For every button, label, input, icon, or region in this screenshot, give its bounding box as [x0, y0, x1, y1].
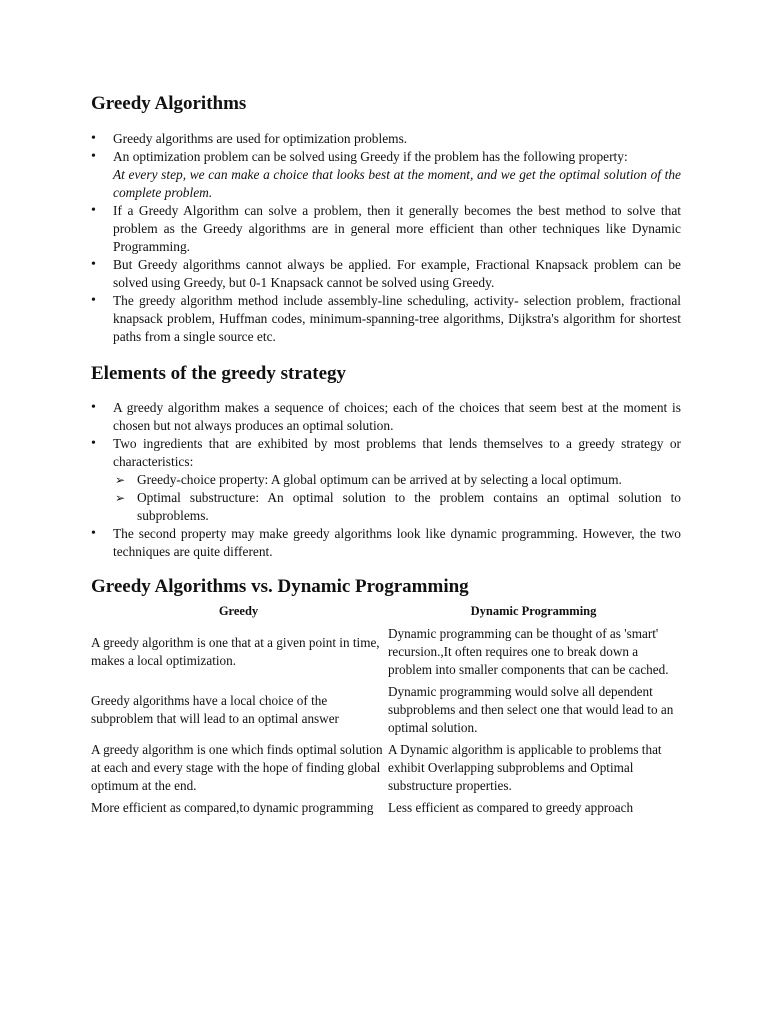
- list-item: • Two ingredients that are exhibited by most problems that lends themselves to a greedy strategy or characteristics: ➢ Greedy-choice property: A global optimum can be arrived at by selecting a local optimum. ➢ Optimal substructure: An optimal solution to the problem contains an optimal solution to subproblems.: [91, 435, 681, 525]
- table-row: [91, 623, 681, 681]
- list-item: • If a Greedy Algorithm can solve a problem, then it generally becomes the best method to solve that problem as the Greedy algorithms are in general more efficient than other techniques like Dynamic Programming.: [91, 202, 681, 256]
- comparison-table: [91, 603, 681, 819]
- sub-list-item: ➢ Optimal substructure: An optimal solution to the problem contains an optimal solution to subproblems.: [113, 489, 681, 525]
- section-title-greedy-vs-dp: Greedy Algorithms vs. Dynamic Programming: [91, 576, 469, 597]
- column-header-greedy: Greedy: [218, 604, 259, 618]
- list-item: • An optimization problem can be solved using Greedy if the problem has the following property: At every step, we can make a choice that looks best at the moment, and we get the optimal solution of the complete problem.: [91, 148, 681, 202]
- list-item: • Greedy algorithms are used for optimization problems.: [91, 130, 681, 148]
- table-cell: A greedy algorithm is one that at a given point in time, makes a local optimization.: [91, 635, 380, 668]
- column-header-dynamic-programming: Dynamic Programming: [470, 604, 597, 618]
- property-note: At every step, we can make a choice that looks best at the moment, and we get the optimal solution of the complete problem.: [113, 167, 681, 200]
- table-cell: Less efficient as compared to greedy approach: [388, 800, 634, 815]
- section-title-elements-greedy-strategy: Elements of the greedy strategy: [91, 363, 347, 384]
- greedy-strategy-list: [91, 399, 681, 561]
- table-cell: A greedy algorithm is one which finds optimal solution at each and every stage with the hope of finding global optimum at the end.: [91, 742, 383, 793]
- document-page: [91, 92, 681, 819]
- greedy-algorithms-list: [91, 130, 681, 346]
- table-cell: Greedy algorithms have a local choice of the subproblem that will lead to an optimal answer: [91, 693, 339, 726]
- characteristics-sublist: [113, 471, 681, 525]
- section-title-greedy-algorithms: Greedy Algorithms: [91, 93, 247, 114]
- list-item: • The greedy algorithm method include assembly-line scheduling, activity- selection problem, fractional knapsack problem, Huffman codes, minimum-spanning-tree algorithms, Dijkstra's algorithm for shortest paths from a single source etc.: [91, 292, 681, 346]
- list-item: • The second property may make greedy algorithms look like dynamic programming. However, the two techniques are quite different.: [91, 525, 681, 561]
- table-cell: Dynamic programming would solve all dependent subproblems and then select one that would lead to an optimal solution.: [388, 684, 674, 735]
- table-row: [91, 739, 681, 797]
- table-header-row: [91, 603, 681, 623]
- table-cell: Dynamic programming can be thought of as 'smart' recursion.,It often requires one to break down a problem into smaller components that can be cached.: [388, 626, 669, 677]
- table-row: [91, 797, 681, 819]
- table-row: [91, 681, 681, 739]
- sub-list-item: ➢ Greedy-choice property: A global optimum can be arrived at by selecting a local optimum.: [113, 471, 681, 489]
- table-cell: A Dynamic algorithm is applicable to problems that exhibit Overlapping subproblems and Optimal substructure properties.: [388, 742, 662, 793]
- table-cell: More efficient as compared,to dynamic programming: [91, 800, 374, 815]
- list-item: • A greedy algorithm makes a sequence of choices; each of the choices that seem best at the moment is chosen but not always produces an optimal solution.: [91, 399, 681, 435]
- list-item: • But Greedy algorithms cannot always be applied. For example, Fractional Knapsack problem can be solved using Greedy, but 0-1 Knapsack cannot be solved using Greedy.: [91, 256, 681, 292]
